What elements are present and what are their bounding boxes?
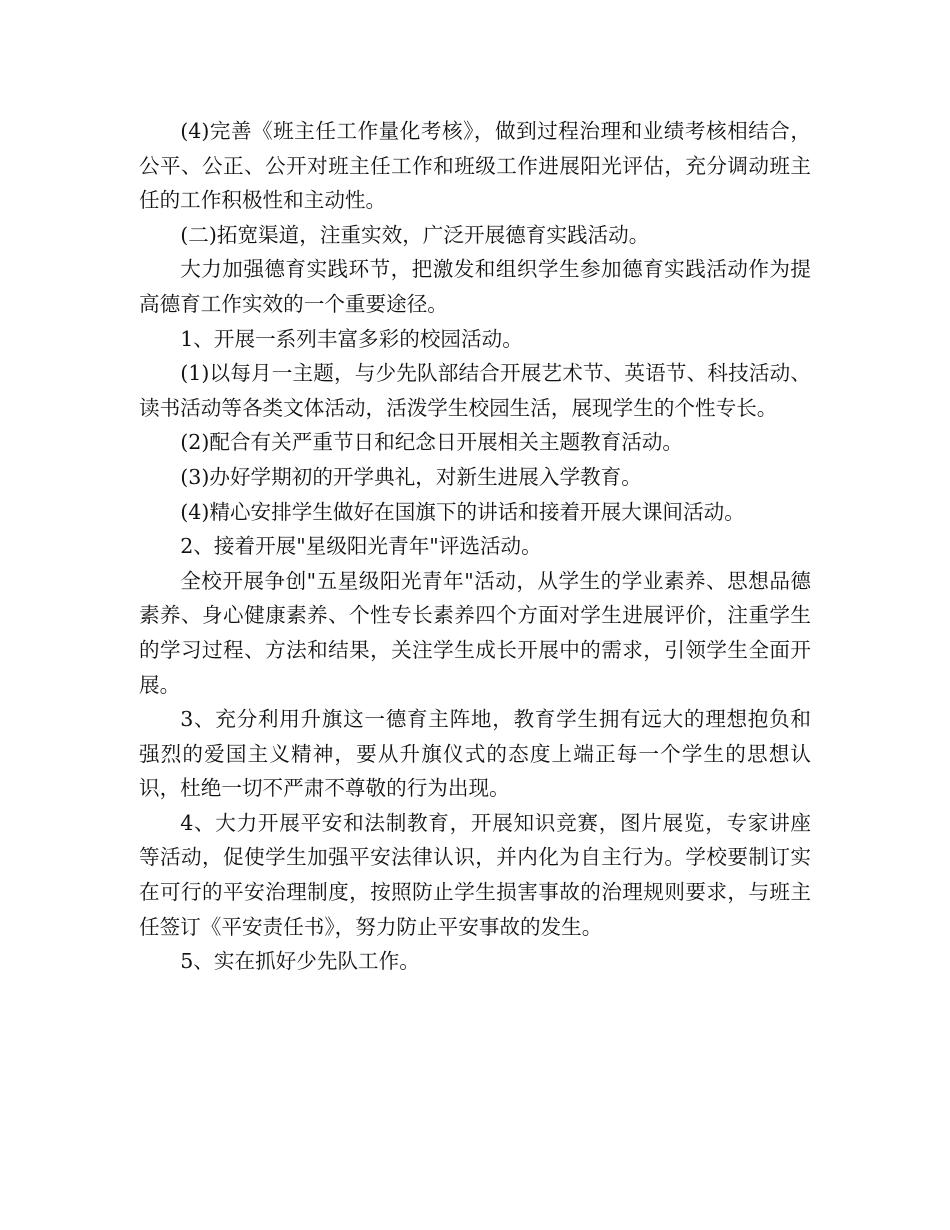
paragraph-star-youth: 全校开展争创"五星级阳光青年"活动，从学生的学业素养、思想品德素养、身心健康素养、个性专长素养四个方面对学生进展评价，注重学生的学习过程、方法和结果，关注学生成长开展中的需求，引领学生全面开展。 — [139, 568, 811, 697]
paragraph-item-1: 1、开展一系列丰富多彩的校园活动。 — [180, 326, 523, 351]
paragraph-item-4: 4、大力开展平安和法制教育，开展知识竞赛，图片展览，专家讲座等活动，促使学生加强平安法律认识，并内化为自主行为。学校要制订实在可行的平安治理制度，按照防止学生损害事故的治理规则要求，与班主任签订《平安责任书》，努力防止平安事故的发生。 — [139, 810, 811, 939]
paragraph-subitem-2: (2)配合有关严重节日和纪念日开展相关主题教育活动。 — [180, 430, 684, 455]
paragraph-item-5: 5、实在抓好少先队工作。 — [180, 949, 420, 974]
document-body — [139, 114, 811, 979]
paragraph-practice-intro: 大力加强德育实践环节，把激发和组织学生参加德育实践活动作为提高德育工作实效的一个重要途径。 — [139, 257, 811, 316]
paragraph-subitem-4: (4)精心安排学生做好在国旗下的讲话和接着开展大课间活动。 — [180, 499, 745, 524]
paragraph-subitem-3: (3)办好学期初的开学典礼，对新生进展入学教育。 — [180, 464, 642, 489]
paragraph-section-heading: (二)拓宽渠道，注重实效，广泛开展德育实践活动。 — [180, 222, 650, 247]
paragraph-item-2: 2、接着开展"星级阳光青年"评选活动。 — [180, 534, 542, 559]
paragraph-assessment: (4)完善《班主任工作量化考核》，做到过程治理和业绩考核相结合，公平、公正、公开对班主任工作和班级工作进展阳光评估，充分调动班主任的工作积极性和主动性。 — [139, 119, 811, 213]
paragraph-item-3: 3、充分利用升旗这一德育主阵地，教育学生拥有远大的理想抱负和强烈的爱国主义精神，要从升旗仪式的态度上端正每一个学生的思想认识，杜绝一切不严肃不尊敬的行为出现。 — [139, 707, 811, 801]
paragraph-subitem-1: (1)以每月一主题，与少先队部结合开展艺术节、英语节、科技活动、读书活动等各类文体活动，活泼学生校园生活，展现学生的个性专长。 — [139, 361, 811, 420]
